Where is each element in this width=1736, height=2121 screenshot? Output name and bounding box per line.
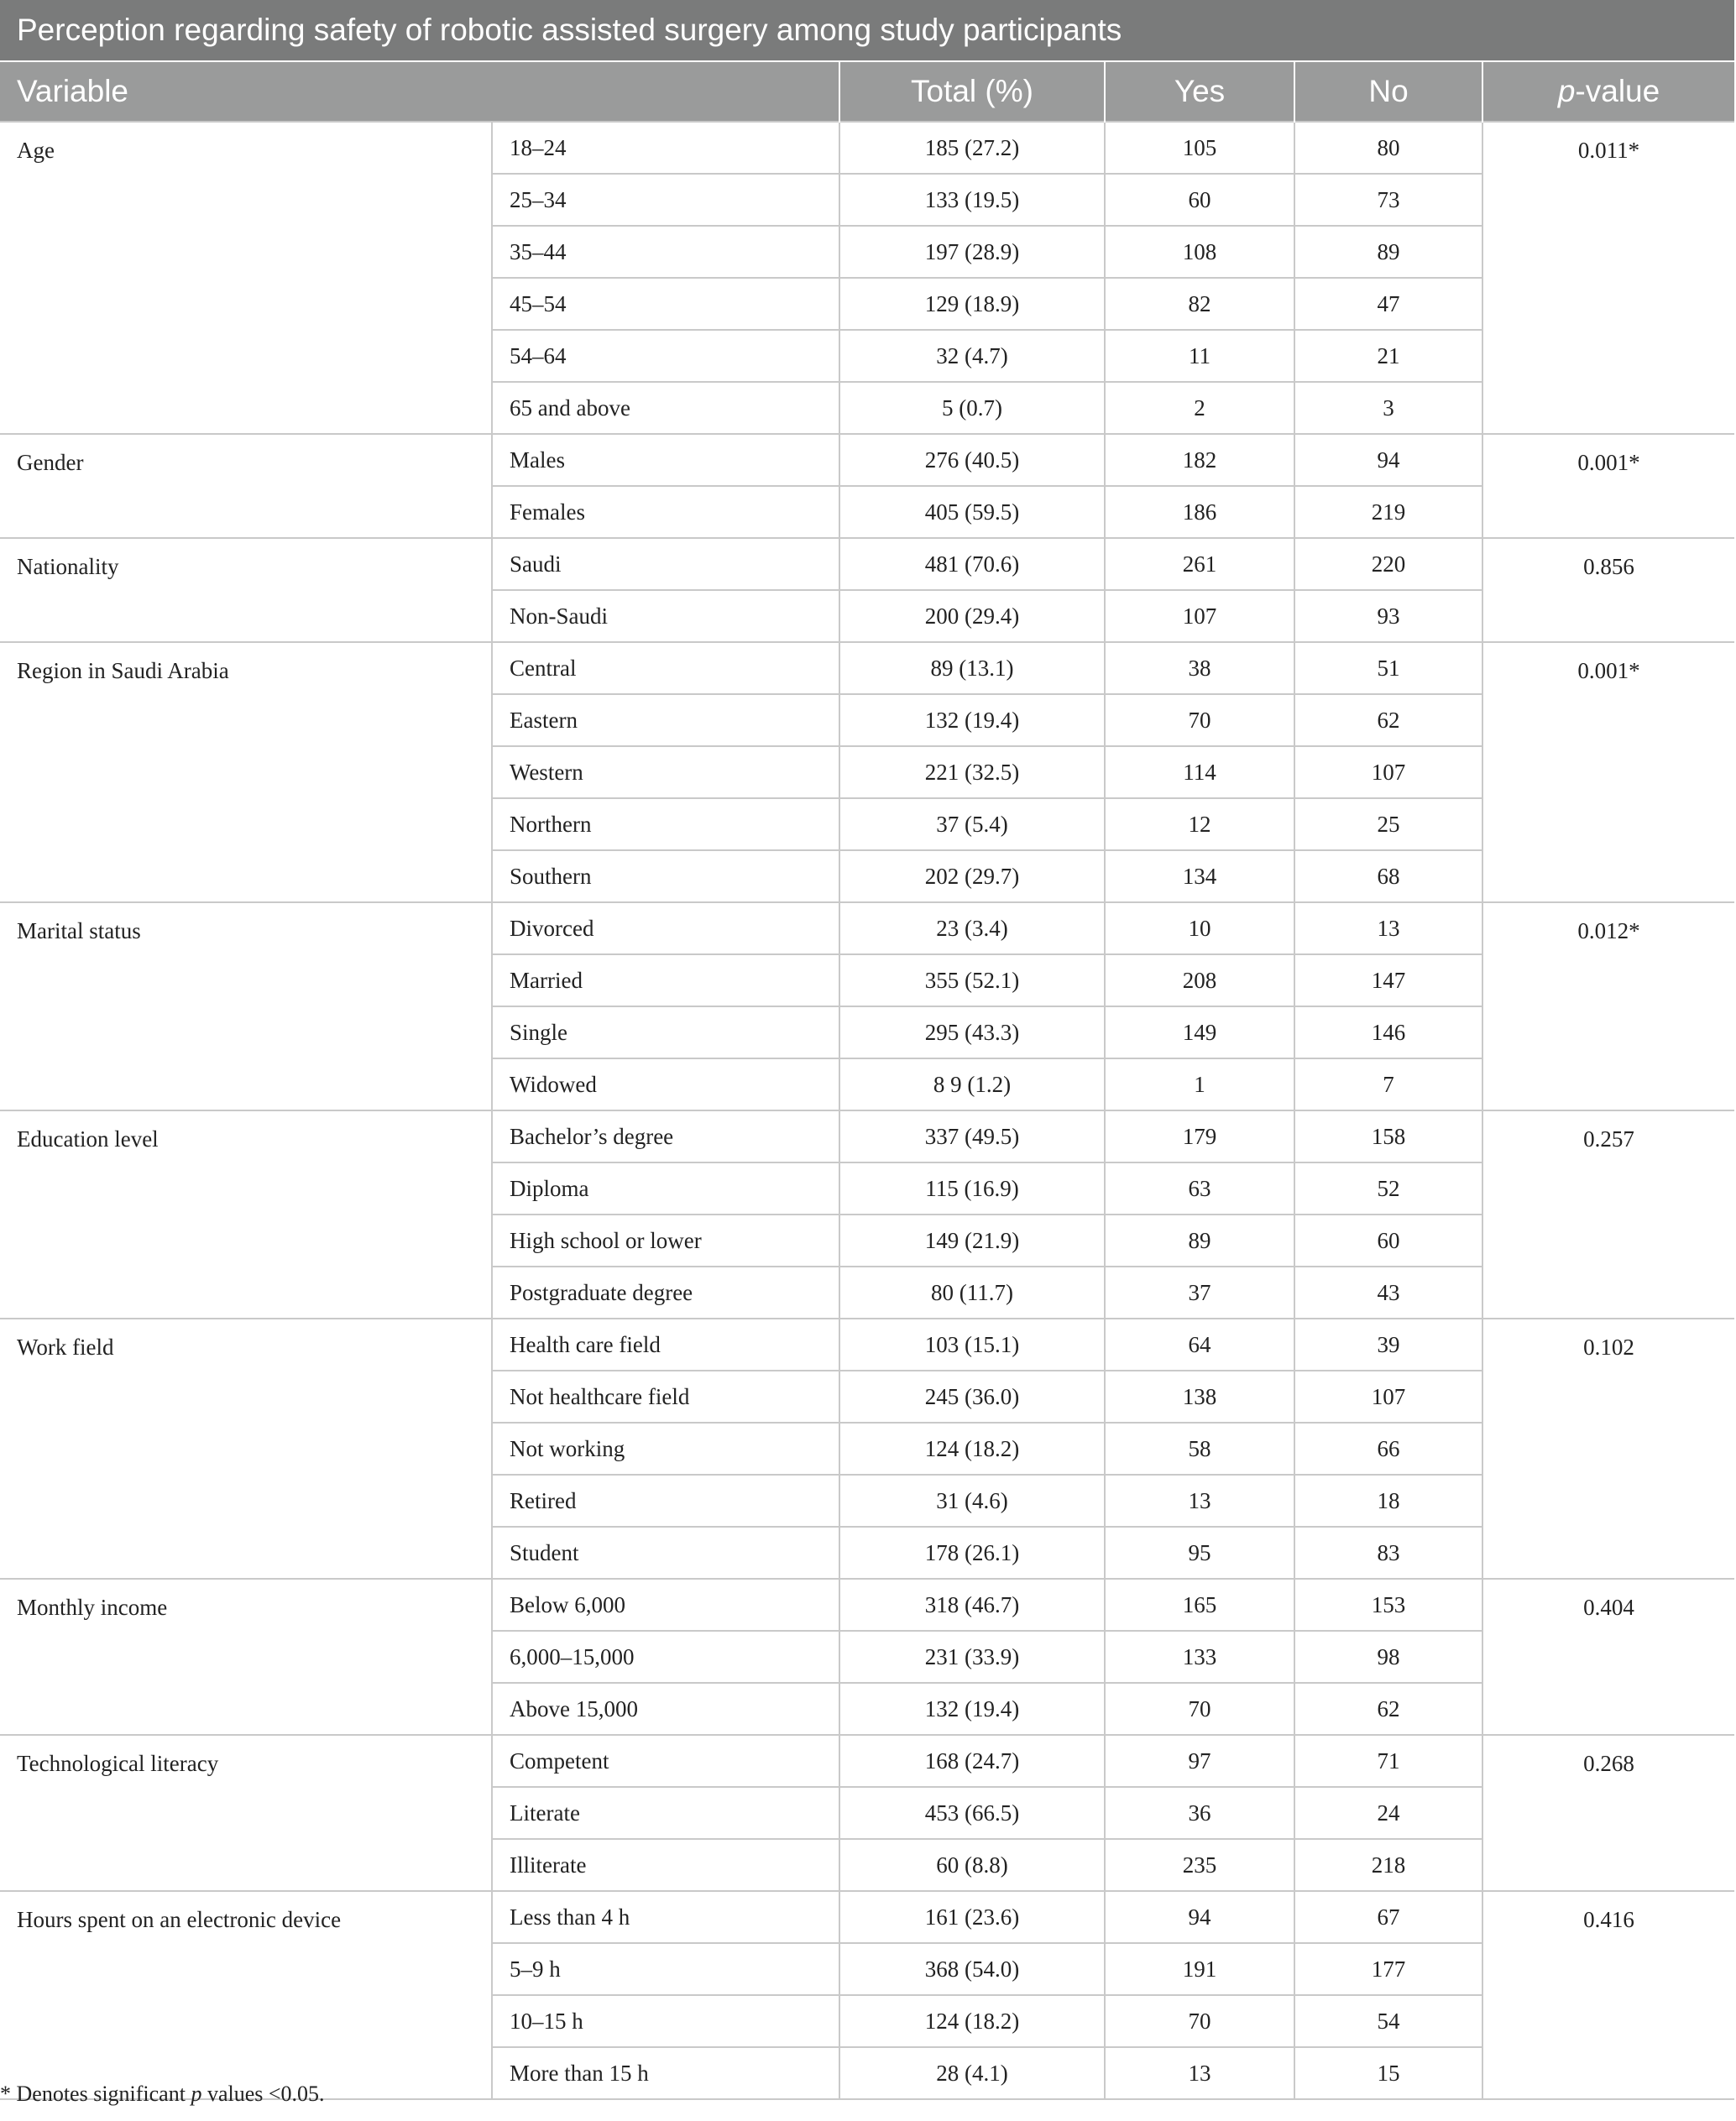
p-value-cell: 0.404	[1482, 1579, 1734, 1735]
yes-cell: 138	[1105, 1371, 1294, 1423]
category-cell: 5–9 h	[492, 1943, 839, 1995]
no-cell: 3	[1294, 382, 1482, 434]
yes-cell: 11	[1105, 330, 1294, 382]
yes-cell: 191	[1105, 1943, 1294, 1995]
yes-cell: 70	[1105, 1683, 1294, 1735]
category-cell: 18–24	[492, 122, 839, 174]
yes-cell: 94	[1105, 1891, 1294, 1943]
category-cell: Not healthcare field	[492, 1371, 839, 1423]
no-cell: 83	[1294, 1527, 1482, 1579]
no-cell: 218	[1294, 1839, 1482, 1891]
no-cell: 51	[1294, 642, 1482, 694]
category-cell: Bachelor’s degree	[492, 1110, 839, 1162]
footnote-star: * Denotes significant	[0, 2082, 191, 2106]
yes-cell: 182	[1105, 434, 1294, 486]
no-cell: 220	[1294, 538, 1482, 590]
p-value-cell: 0.001*	[1482, 642, 1734, 902]
category-cell: Retired	[492, 1475, 839, 1527]
table-row	[0, 434, 1734, 486]
header-p-rest: -value	[1575, 74, 1660, 108]
no-cell: 68	[1294, 850, 1482, 902]
total-cell: 124 (18.2)	[839, 1995, 1105, 2047]
category-cell: Below 6,000	[492, 1579, 839, 1631]
total-cell: 200 (29.4)	[839, 590, 1105, 642]
no-cell: 71	[1294, 1735, 1482, 1787]
category-cell: Above 15,000	[492, 1683, 839, 1735]
total-cell: 124 (18.2)	[839, 1423, 1105, 1475]
total-cell: 80 (11.7)	[839, 1267, 1105, 1319]
category-cell: Saudi	[492, 538, 839, 590]
category-cell: 6,000–15,000	[492, 1631, 839, 1683]
yes-cell: 133	[1105, 1631, 1294, 1683]
header-p-value	[1482, 61, 1734, 122]
table-row	[0, 1735, 1734, 1787]
yes-cell: 208	[1105, 954, 1294, 1006]
no-cell: 158	[1294, 1110, 1482, 1162]
variable-cell: Gender	[0, 434, 492, 538]
header-yes: Yes	[1105, 61, 1294, 122]
table-row	[0, 1891, 1734, 1943]
yes-cell: 37	[1105, 1267, 1294, 1319]
table-body	[0, 122, 1734, 2099]
category-cell: Southern	[492, 850, 839, 902]
category-cell: 65 and above	[492, 382, 839, 434]
category-cell: Illiterate	[492, 1839, 839, 1891]
no-cell: 219	[1294, 486, 1482, 538]
yes-cell: 149	[1105, 1006, 1294, 1058]
no-cell: 52	[1294, 1162, 1482, 1215]
yes-cell: 60	[1105, 174, 1294, 226]
total-cell: 178 (26.1)	[839, 1527, 1105, 1579]
category-cell: Females	[492, 486, 839, 538]
category-cell: Non-Saudi	[492, 590, 839, 642]
table-title: Perception regarding safety of robotic assisted surgery among study participants	[0, 0, 1734, 61]
yes-cell: 95	[1105, 1527, 1294, 1579]
total-cell: 185 (27.2)	[839, 122, 1105, 174]
category-cell: Widowed	[492, 1058, 839, 1110]
yes-cell: 134	[1105, 850, 1294, 902]
total-cell: 5 (0.7)	[839, 382, 1105, 434]
no-cell: 13	[1294, 902, 1482, 954]
p-value-cell: 0.012*	[1482, 902, 1734, 1110]
no-cell: 98	[1294, 1631, 1482, 1683]
yes-cell: 36	[1105, 1787, 1294, 1839]
total-cell: 337 (49.5)	[839, 1110, 1105, 1162]
no-cell: 62	[1294, 1683, 1482, 1735]
category-cell: Not working	[492, 1423, 839, 1475]
no-cell: 43	[1294, 1267, 1482, 1319]
yes-cell: 179	[1105, 1110, 1294, 1162]
p-value-cell: 0.416	[1482, 1891, 1734, 2099]
category-cell: Married	[492, 954, 839, 1006]
category-cell: 25–34	[492, 174, 839, 226]
total-cell: 368 (54.0)	[839, 1943, 1105, 1995]
no-cell: 47	[1294, 278, 1482, 330]
table-row	[0, 1579, 1734, 1631]
category-cell: 10–15 h	[492, 1995, 839, 2047]
no-cell: 7	[1294, 1058, 1482, 1110]
category-cell: Single	[492, 1006, 839, 1058]
no-cell: 54	[1294, 1995, 1482, 2047]
table-row	[0, 1319, 1734, 1371]
no-cell: 25	[1294, 798, 1482, 850]
total-cell: 231 (33.9)	[839, 1631, 1105, 1683]
total-cell: 89 (13.1)	[839, 642, 1105, 694]
total-cell: 318 (46.7)	[839, 1579, 1105, 1631]
category-cell: Eastern	[492, 694, 839, 746]
total-cell: 245 (36.0)	[839, 1371, 1105, 1423]
yes-cell: 13	[1105, 1475, 1294, 1527]
category-cell: Health care field	[492, 1319, 839, 1371]
no-cell: 80	[1294, 122, 1482, 174]
yes-cell: 2	[1105, 382, 1294, 434]
total-cell: 8 9 (1.2)	[839, 1058, 1105, 1110]
total-cell: 161 (23.6)	[839, 1891, 1105, 1943]
footnote-rest: values <0.05.	[201, 2082, 325, 2106]
category-cell: High school or lower	[492, 1215, 839, 1267]
header-variable: Variable	[0, 61, 839, 122]
footnote-p: p	[191, 2082, 202, 2106]
yes-cell: 105	[1105, 122, 1294, 174]
total-cell: 133 (19.5)	[839, 174, 1105, 226]
no-cell: 94	[1294, 434, 1482, 486]
total-cell: 37 (5.4)	[839, 798, 1105, 850]
variable-cell: Region in Saudi Arabia	[0, 642, 492, 902]
variable-cell: Technological literacy	[0, 1735, 492, 1891]
total-cell: 405 (59.5)	[839, 486, 1105, 538]
total-cell: 115 (16.9)	[839, 1162, 1105, 1215]
category-cell: 35–44	[492, 226, 839, 278]
total-cell: 31 (4.6)	[839, 1475, 1105, 1527]
yes-cell: 186	[1105, 486, 1294, 538]
total-cell: 221 (32.5)	[839, 746, 1105, 798]
yes-cell: 108	[1105, 226, 1294, 278]
total-cell: 60 (8.8)	[839, 1839, 1105, 1891]
category-cell: Central	[492, 642, 839, 694]
total-cell: 129 (18.9)	[839, 278, 1105, 330]
no-cell: 153	[1294, 1579, 1482, 1631]
yes-cell: 261	[1105, 538, 1294, 590]
footnote	[0, 2082, 325, 2107]
no-cell: 67	[1294, 1891, 1482, 1943]
variable-cell: Education level	[0, 1110, 492, 1319]
header-row	[0, 61, 1734, 122]
table-row	[0, 1110, 1734, 1162]
total-cell: 149 (21.9)	[839, 1215, 1105, 1267]
category-cell: Males	[492, 434, 839, 486]
variable-cell: Hours spent on an electronic device	[0, 1891, 492, 2099]
p-value-cell: 0.001*	[1482, 434, 1734, 538]
total-cell: 132 (19.4)	[839, 694, 1105, 746]
category-cell: Student	[492, 1527, 839, 1579]
variable-cell: Age	[0, 122, 492, 434]
yes-cell: 165	[1105, 1579, 1294, 1631]
category-cell: Less than 4 h	[492, 1891, 839, 1943]
p-value-cell: 0.257	[1482, 1110, 1734, 1319]
no-cell: 62	[1294, 694, 1482, 746]
yes-cell: 107	[1105, 590, 1294, 642]
table-row	[0, 902, 1734, 954]
no-cell: 177	[1294, 1943, 1482, 1995]
category-cell: Diploma	[492, 1162, 839, 1215]
category-cell: Literate	[492, 1787, 839, 1839]
p-value-cell: 0.856	[1482, 538, 1734, 642]
total-cell: 453 (66.5)	[839, 1787, 1105, 1839]
variable-cell: Nationality	[0, 538, 492, 642]
total-cell: 28 (4.1)	[839, 2047, 1105, 2099]
p-value-cell: 0.102	[1482, 1319, 1734, 1579]
yes-cell: 58	[1105, 1423, 1294, 1475]
no-cell: 15	[1294, 2047, 1482, 2099]
yes-cell: 82	[1105, 278, 1294, 330]
yes-cell: 70	[1105, 1995, 1294, 2047]
yes-cell: 64	[1105, 1319, 1294, 1371]
category-cell: Competent	[492, 1735, 839, 1787]
no-cell: 146	[1294, 1006, 1482, 1058]
total-cell: 481 (70.6)	[839, 538, 1105, 590]
total-cell: 168 (24.7)	[839, 1735, 1105, 1787]
category-cell: Divorced	[492, 902, 839, 954]
yes-cell: 12	[1105, 798, 1294, 850]
no-cell: 66	[1294, 1423, 1482, 1475]
no-cell: 89	[1294, 226, 1482, 278]
variable-cell: Work field	[0, 1319, 492, 1579]
category-cell: Postgraduate degree	[492, 1267, 839, 1319]
yes-cell: 63	[1105, 1162, 1294, 1215]
total-cell: 103 (15.1)	[839, 1319, 1105, 1371]
no-cell: 21	[1294, 330, 1482, 382]
header-p-italic: p	[1557, 74, 1576, 108]
yes-cell: 89	[1105, 1215, 1294, 1267]
variable-cell: Marital status	[0, 902, 492, 1110]
total-cell: 355 (52.1)	[839, 954, 1105, 1006]
variable-cell: Monthly income	[0, 1579, 492, 1735]
yes-cell: 38	[1105, 642, 1294, 694]
yes-cell: 13	[1105, 2047, 1294, 2099]
category-cell: Western	[492, 746, 839, 798]
p-value-cell: 0.011*	[1482, 122, 1734, 434]
no-cell: 24	[1294, 1787, 1482, 1839]
table-row	[0, 642, 1734, 694]
header-no: No	[1294, 61, 1482, 122]
yes-cell: 10	[1105, 902, 1294, 954]
yes-cell: 97	[1105, 1735, 1294, 1787]
category-cell: Northern	[492, 798, 839, 850]
total-cell: 132 (19.4)	[839, 1683, 1105, 1735]
header-total: Total (%)	[839, 61, 1105, 122]
category-cell: More than 15 h	[492, 2047, 839, 2099]
category-cell: 54–64	[492, 330, 839, 382]
table-row	[0, 538, 1734, 590]
no-cell: 39	[1294, 1319, 1482, 1371]
p-value-cell: 0.268	[1482, 1735, 1734, 1891]
yes-cell: 1	[1105, 1058, 1294, 1110]
total-cell: 295 (43.3)	[839, 1006, 1105, 1058]
total-cell: 197 (28.9)	[839, 226, 1105, 278]
no-cell: 107	[1294, 746, 1482, 798]
no-cell: 147	[1294, 954, 1482, 1006]
yes-cell: 114	[1105, 746, 1294, 798]
no-cell: 18	[1294, 1475, 1482, 1527]
yes-cell: 70	[1105, 694, 1294, 746]
total-cell: 23 (3.4)	[839, 902, 1105, 954]
table-row	[0, 122, 1734, 174]
category-cell: 45–54	[492, 278, 839, 330]
no-cell: 107	[1294, 1371, 1482, 1423]
total-cell: 202 (29.7)	[839, 850, 1105, 902]
no-cell: 60	[1294, 1215, 1482, 1267]
no-cell: 93	[1294, 590, 1482, 642]
no-cell: 73	[1294, 174, 1482, 226]
yes-cell: 235	[1105, 1839, 1294, 1891]
total-cell: 32 (4.7)	[839, 330, 1105, 382]
total-cell: 276 (40.5)	[839, 434, 1105, 486]
